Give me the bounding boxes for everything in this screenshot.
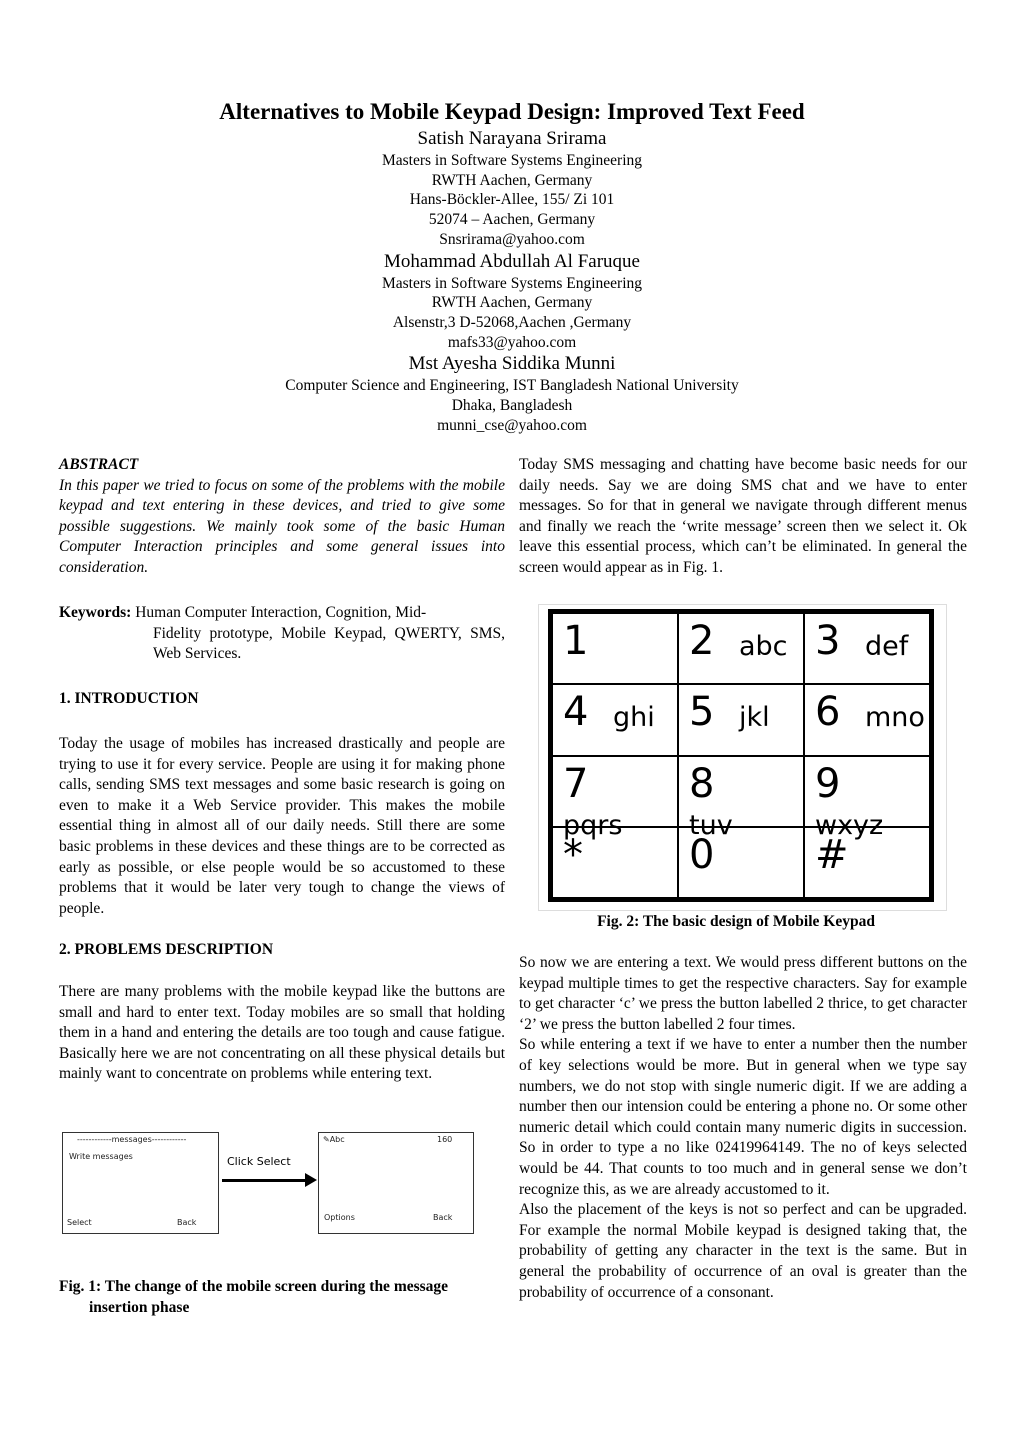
- key-digit: 9: [815, 760, 841, 807]
- softkey-left: Select: [67, 1218, 92, 1227]
- author-block: [0, 127, 1024, 435]
- softkey-right: Back: [433, 1213, 453, 1222]
- body-paragraph: Today SMS messaging and chatting have become basic needs for our daily needs. Say we are doing SMS chat and we have to enter messages. So for that in general we navigate through different menus and finally we reach the ‘write message’ screen then we select it. Ok leave this essential process, which can’t be eliminated. In general the screen would appear as in Fig. 1.: [519, 456, 967, 576]
- problems-text: There are many problems with the mobile keypad like the buttons are small and hard to enter text. Today mobiles are so small that holding them in a hand and entering the details are too tough and cause fatigue. Basically here we are not concentrating on all these physical details but mainly want to concentrate on problems while entering text.: [59, 983, 505, 1083]
- key-digit: *: [563, 831, 583, 878]
- key-digit: 3: [815, 618, 841, 664]
- keypad-grid: [548, 609, 934, 902]
- body-paragraph: Also the placement of the keys is not so perfect and can be upgraded. For example the normal Mobile keypad is designed taking that, the probability of getting any character in the text is the same. But in general the probability of occurrence of an oval is greater than the probability of occurrence of a consonant.: [519, 1201, 967, 1301]
- affiliation-line: Dhaka, Bangladesh: [451, 397, 573, 415]
- key-letters: ghi: [613, 702, 655, 734]
- section-heading: 1. INTRODUCTION: [59, 690, 199, 707]
- affiliation-line: Alsenstr,3 D-52068,Aachen ,Germany: [392, 313, 632, 331]
- key-digit: 1: [563, 618, 589, 664]
- abstract-section: [59, 455, 505, 579]
- body-paragraph: So while entering a text if we have to enter a number then the number of key selections would be more. But in general when we type say numbers, we do not stop with single numeric digit. If we are adding a number then our intension could be entering a phone no. Or some other numeric detail which could contain many numeric digits in succession. So in order to type a no like 02419964149. The no of keys selected would be 44. That counts to too much and in general sense we don’t recognize this, as we are already accustomed to it.: [519, 1036, 967, 1198]
- key-letters: abc: [739, 631, 788, 662]
- affiliation-line: RWTH Aachen, Germany: [431, 171, 593, 189]
- menu-item: Write messages: [69, 1152, 133, 1161]
- keypad-key: [552, 827, 678, 898]
- section-heading: 2. PROBLEMS DESCRIPTION: [59, 941, 274, 958]
- keypad-key: [552, 756, 678, 841]
- abstract-text: In this paper we tried to focus on some of the problems with the mobile keypad and text entering in these devices, and tried to give some possible suggestions. We mainly took some of the basic Human Computer Interaction principles and some general issues into consideration.: [59, 476, 505, 576]
- key-letters: tuv: [689, 809, 733, 841]
- author-name: Mst Ayesha Siddika Munni: [408, 353, 616, 375]
- figure-1-caption: [59, 1277, 505, 1318]
- phone-screen-messages: [62, 1132, 219, 1234]
- keypad-key: [804, 827, 930, 898]
- caption-line: Fig. 1: The change of the mobile screen during the message: [59, 1278, 449, 1295]
- author-email: mafs33@yahoo.com: [447, 333, 577, 351]
- affiliation-line: RWTH Aachen, Germany: [431, 294, 593, 312]
- key-digit: 4: [563, 689, 589, 736]
- keypad-key: [552, 684, 678, 755]
- keywords-rest: Fidelity prototype, Mobile Keypad, QWERTY, SMS, Web Services.: [153, 624, 505, 663]
- screen-header: ------------messages------------: [77, 1135, 187, 1144]
- key-digit: 2: [689, 618, 715, 664]
- phone-screen-editor: [318, 1132, 474, 1234]
- intro-text: Today the usage of mobiles has increased drastically and people are trying to use it for every service. People are using it for making phone calls, sending SMS text messages and some basic research is going on even to make it a Web Service provider. This makes the mobile essential thing in almost all of our daily needs. Still there are some basic problems in these devices and these things are to be corrected as early as possible, or else people would be so accustomed to these problems that it would be later very tough to change the views of people.: [59, 735, 505, 917]
- key-letters: wxyz: [815, 809, 884, 841]
- figure-2: [538, 604, 947, 911]
- arrow-line: [222, 1179, 306, 1182]
- pen-icon: ✎: [323, 1135, 330, 1144]
- key-letters: mno: [865, 702, 925, 734]
- figure-1: [62, 1132, 472, 1234]
- char-counter: 160: [437, 1135, 453, 1144]
- author-email: Snsrirama@yahoo.com: [439, 230, 585, 248]
- caption-line: insertion phase: [89, 1298, 190, 1316]
- key-digit: 7: [563, 760, 589, 807]
- input-mode-label: Abc: [329, 1135, 345, 1144]
- keypad-key: [678, 684, 804, 755]
- affiliation-line: Masters in Software Systems Engineering: [381, 274, 642, 292]
- key-letters: def: [865, 631, 909, 662]
- body-paragraph: So now we are entering a text. We would press different buttons on the keypad multiple times to get the respective characters. Say for example to get character ‘c’ we press the button labelled 2 thrice, to get character ‘2’ we press the button labelled 2 four times.: [519, 954, 967, 1033]
- arrow-right-icon: [305, 1173, 317, 1187]
- keywords-first: Human Computer Interaction, Cognition, Mid-: [135, 604, 427, 621]
- keywords-first-line: [59, 603, 505, 624]
- input-mode: [323, 1135, 345, 1144]
- paper-title: Alternatives to Mobile Keypad Design: Improved Text Feed: [219, 99, 805, 124]
- keypad-key: [804, 613, 930, 684]
- key-digit: 5: [689, 689, 715, 736]
- keywords-label: Keywords:: [59, 604, 132, 621]
- key-digit: 6: [815, 689, 841, 736]
- keypad-key: [804, 756, 930, 841]
- key-digit: 8: [689, 760, 715, 807]
- author-name: Satish Narayana Srirama: [417, 128, 607, 149]
- softkey-left: Options: [324, 1213, 355, 1222]
- keypad-key: [678, 756, 804, 841]
- author-email: munni_cse@yahoo.com: [437, 416, 587, 434]
- abstract-heading: ABSTRACT: [59, 456, 139, 473]
- keypad-key: [678, 827, 804, 898]
- keywords-section: [59, 603, 505, 665]
- body-text-block: [519, 953, 967, 1303]
- affiliation-line: Hans-Böckler-Allee, 155/ Zi 101: [409, 191, 615, 209]
- action-label: Click Select: [227, 1155, 291, 1168]
- keypad-key: [678, 613, 804, 684]
- key-letters: jkl: [739, 702, 770, 734]
- key-letters: pqrs: [563, 809, 623, 841]
- key-digit: #: [815, 831, 849, 878]
- softkey-right: Back: [177, 1218, 197, 1227]
- affiliation-line: Masters in Software Systems Engineering: [381, 152, 642, 169]
- affiliation-line: Computer Science and Engineering, IST Bangladesh National University: [285, 377, 739, 395]
- figure-2-caption: Fig. 2: The basic design of Mobile Keypad: [597, 913, 875, 930]
- keypad-key: [552, 613, 678, 684]
- author-name: Mohammad Abdullah Al Faruque: [384, 250, 640, 272]
- key-digit: 0: [689, 831, 715, 878]
- affiliation-line: 52074 – Aachen, Germany: [428, 211, 596, 229]
- keypad-key: [804, 684, 930, 755]
